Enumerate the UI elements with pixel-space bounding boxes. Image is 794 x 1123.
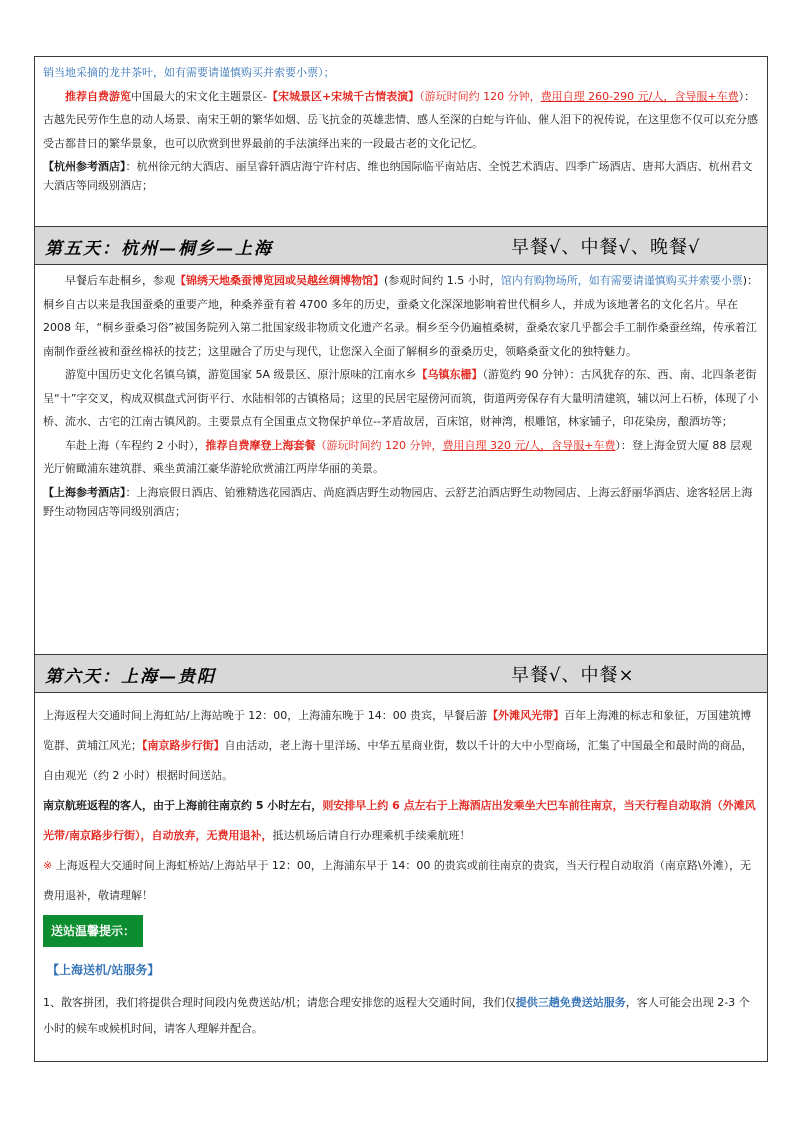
free-dropoff-highlight: 提供三趟免费送站服务: [515, 996, 626, 1009]
day5-header: [35, 226, 767, 265]
itinerary-frame: [34, 56, 768, 1062]
hotels-text: ：上海宸假日酒店、铂雅精选花园酒店、尚庭酒店野生动物园店、云舒艺泊酒店野生动物园店、上海云舒丽华酒店、途客轻居上海野生动物园店等同级别酒店；: [43, 485, 753, 518]
hotels-label: 【上海参考酒店】: [43, 485, 126, 499]
day5-body: [35, 269, 767, 521]
bund-intro: 上海返程大交通时间上海虹站/上海站晚于 12：00，上海浦东晚于 14：00 贵宾，早餐后游: [43, 709, 488, 722]
day6-title: 第六天：上海—贵阳: [45, 667, 216, 687]
songcheng-duration: （游玩时间约 120 分钟，: [419, 89, 541, 103]
modern-shanghai-desc: ）：登上海金贸大厦 88 层观光厅俯瞰浦东建筑群、乘坐黄浦江豪华游轮欣赏浦江两岸华丽的美景。: [43, 438, 752, 475]
cancel-notice: [43, 851, 759, 911]
tongxiang-paragraph: [43, 269, 759, 363]
wuzhen-desc: （游览约 90 分钟）：古风犹存的东、西、南、北四条老街呈“十”字交叉，构成双棋盘式河街平行、水陆相邻的古镇格局；这里的民居宅屋傍河而筑，街道两旁保存有大量明清建筑，辅以河上石桥，体现了小桥、流水、古宅的江南古镇风韵。主要景点有全国重点文物保护单位--茅盾故居，百床馆，财神湾，根雕馆，林家铺子，印花染房，酿酒坊等；: [43, 368, 759, 428]
shanghai-paragraph: [43, 434, 759, 481]
silk-museum-title: 【锦绣天地桑蚕博览园或吴越丝绸博物馆】: [175, 274, 384, 287]
nanjing-return-note: 抵达机场后请自行办理乘机手续乘航班！: [272, 829, 471, 842]
silk-museum-duration: (参观时间约 1.5 小时，: [384, 274, 501, 287]
dropoff-tip-badge: 送站温馨提示：: [43, 915, 143, 947]
nanjing-return-paragraph: [43, 791, 759, 851]
tongxiang-intro: 早餐后车赴桐乡，参观: [65, 274, 175, 287]
nanjing-return-intro: 南京航班返程的客人，由于上海前往南京约 5 小时左右，: [43, 799, 323, 812]
shanghai-dropoff-service: 【上海送机/站服务】: [47, 963, 160, 977]
songcheng-paragraph: [43, 85, 759, 156]
bund-title: 【外滩风光带】: [487, 709, 565, 722]
hotels-text: ：杭州徐元纳大酒店、丽呈睿轩酒店海宁许村店、维也纳国际临平南站店、全悦艺术酒店、四季广场酒店、唐邦大酒店、杭州君文大酒店等同级别酒店；: [43, 160, 753, 192]
reference-mark-icon: ※: [43, 859, 53, 872]
wuzhen-paragraph: [43, 363, 759, 434]
songcheng-fee: 费用自理 260-290 元/人，含导服+车费: [540, 89, 739, 103]
shopping-note: 馆内有购物场所，如有需要请谨慎购买并索要小票: [500, 274, 743, 287]
hotels-label: 【杭州参考酒店】: [43, 160, 126, 173]
bund-desc: 百年上海滩的标志和象征，万国建筑博览群、黄埔江风光；: [43, 709, 752, 752]
modern-shanghai-fee: 费用自理 320 元/人，含导服+车费: [442, 438, 616, 452]
nanjing-road-desc: 自由活动，老上海十里洋场、中华五星商业街，数以千计的大中小型商场，汇集了中国最全和最时尚的商品，自由观光（约 2 小时）根据时间送站。: [43, 739, 753, 782]
songcheng-title: 【宋城景区+宋城千古情表演】: [266, 89, 420, 103]
day5-meals: 早餐√、中餐√、晚餐√: [511, 237, 701, 258]
dropoff-terms: [43, 990, 759, 1042]
day6-meals: 早餐√、中餐×: [511, 665, 635, 686]
songcheng-intro: 中国最大的宋文化主题景区-: [131, 89, 267, 103]
nanjing-road-title: 【南京路步行街】: [142, 739, 225, 752]
tea-note: 销当地采摘的龙井茶叶，如有需要请谨慎购买并索要小票）；: [43, 66, 335, 79]
day6-body: [35, 701, 767, 1042]
cancel-notice-text: 上海返程大交通时间上海虹桥站/上海站早于 12：00，上海浦东早于 14：00 的贵宾或前往南京的贵宾，当天行程自动取消（南京路\外滩），无费用退补，敬请理解！: [43, 859, 752, 902]
modern-shanghai-label: 推荐自费摩登上海套餐: [205, 438, 316, 452]
wuzhen-title: 【乌镇东栅】: [416, 368, 483, 381]
songcheng-desc: ）：古越先民劳作生息的动人场景、南宋王朝的繁华如烟、岳飞抗金的英雄悲情、感人至深的白蛇与许仙、催人泪下的祝传说，在这里您不仅可以充分感受古都昔日的繁华景象，也可以欣赏到世界最前的手法演绎出来的一段最古老的文化记忆。: [43, 89, 758, 150]
shanghai-transfer: 车赴上海（车程约 2 小时），: [65, 438, 206, 452]
bund-paragraph: [43, 701, 759, 791]
day6-header: [35, 654, 767, 693]
nanjing-return-warning: 则安排早上约 6 点左右于上海酒店出发乘坐大巴车前往南京，当天行程自动取消（外滩风光带/南京路步行街），自动放弃，无费用退补，: [43, 799, 756, 842]
modern-shanghai-duration: （游玩时间约 120 分钟，: [315, 438, 443, 452]
day5-title: 第五天：杭州—桐乡—上海: [45, 239, 273, 259]
shanghai-hotels: [43, 483, 759, 521]
wuzhen-intro: 游览中国历史文化名镇乌镇，游览国家 5A 级景区、原汁原味的江南水乡: [65, 368, 417, 381]
optional-tour-label: 推荐自费游览: [65, 89, 131, 103]
hangzhou-hotels: [43, 157, 759, 195]
dropoff-terms-desc: ，客人可能会出现 2-3 个小时的候车或候机时间，请客人理解并配合。: [43, 996, 750, 1035]
tongxiang-desc: )：桐乡自古以来是我国蚕桑的重要产地，种桑养蚕有着 4700 多年的历史，蚕桑文化深深地影响着世代桐乡人，并成为该地著名的文化名片。早在 2008 年，“桐乡蚕桑习俗”被国务院列入第二批国家级非物质文化遗产名录。桐乡至今仍遍植桑树，蚕桑农家几乎都会手工制作桑蚕丝绵，传承着江南制作蚕丝被和蚕丝棉袄的技艺；这里融合了历史与现代，让您深入全面了解桐乡的蚕桑历史，领略桑蚕文化的独特魅力。: [43, 274, 759, 358]
dropoff-terms-intro: 1、散客拼团，我们将提供合理时间段内免费送站/机；请您合理安排您的返程大交通时间，我们仅: [43, 996, 516, 1009]
hangzhou-section: [35, 61, 767, 195]
